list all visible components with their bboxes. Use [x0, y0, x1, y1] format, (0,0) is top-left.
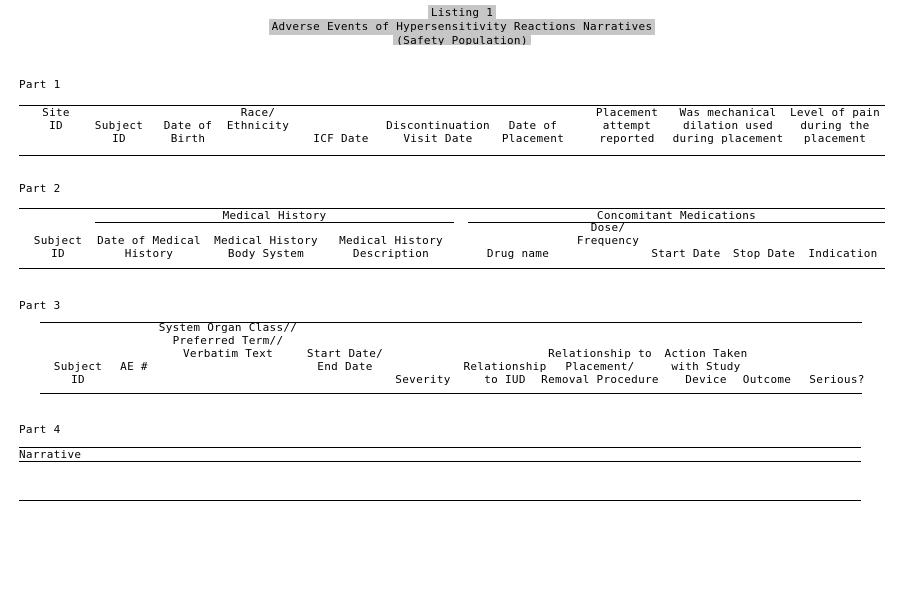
- part-2-col-indication: Indication: [808, 247, 878, 260]
- title-line-2-text: Adverse Events of Hypersensitivity Reactions Narratives: [269, 19, 656, 35]
- part-1-col-level-of-pain: Level of pain during the placement: [790, 106, 880, 145]
- part-2-col-medical-history-body-system: Medical History Body System: [214, 234, 318, 260]
- part-3-col-action-taken-with-device: Action Taken with Study Device: [664, 347, 748, 386]
- part-4-label: Part 4: [19, 423, 61, 436]
- part-3-col-ae-number: AE #: [120, 360, 148, 373]
- part-2-group-concomitant-medications: Concomitant Medications: [596, 209, 757, 222]
- part-1-col-race-ethnicity: Race/ Ethnicity: [226, 106, 290, 132]
- part-1-bottom-rule: [19, 155, 885, 156]
- title-line-3-text: (Safety Population): [393, 34, 531, 45]
- part-2-col-drug-name: Drug name: [486, 247, 550, 260]
- part-2-group-medical-history-rule: [95, 222, 454, 223]
- part-4-top-rule: [19, 447, 861, 448]
- part-2-label: Part 2: [19, 182, 61, 195]
- part-2-col-date-of-medical-history: Date of Medical History: [97, 234, 201, 260]
- document-title-block: [0, 6, 924, 45]
- part-3-label: Part 3: [19, 299, 61, 312]
- part-1-label: Part 1: [19, 78, 61, 91]
- part-1-col-icf-date: ICF Date: [313, 132, 369, 145]
- part-3-col-outcome: Outcome: [742, 373, 792, 386]
- title-line-3: [0, 34, 924, 45]
- part-1-col-subject-id: Subject ID: [94, 119, 144, 145]
- part-1-col-date-of-birth: Date of Birth: [163, 119, 213, 145]
- part-3-col-soc-pt-verbatim: System Organ Class// Preferred Term// Verbatim Text: [158, 321, 298, 360]
- part-1-col-discontinuation-visit-date: Discontinuation Visit Date: [386, 119, 490, 145]
- part-3-col-relationship-to-placement: Relationship to Placement/ Removal Procedure: [541, 347, 659, 386]
- part-2-group-medical-history: Medical History: [222, 209, 327, 222]
- part-1-col-date-of-placement: Date of Placement: [501, 119, 565, 145]
- part-3-bottom-rule: [40, 393, 862, 394]
- part-2-col-dose-frequency: Dose/ Frequency: [576, 221, 640, 247]
- part-3-col-relationship-to-iud: Relationship to IUD: [463, 360, 547, 386]
- part-4-col-narrative: Narrative: [19, 448, 82, 461]
- part-1-col-mechanical-dilation: Was mechanical dilation used during placement: [672, 106, 784, 145]
- part-3-col-start-end-date: Start Date/ End Date: [306, 347, 384, 373]
- part-2-bottom-rule: [19, 268, 885, 269]
- part-2-col-start-date: Start Date: [651, 247, 721, 260]
- part-3-col-subject-id: Subject ID: [53, 360, 103, 386]
- part-4-narrative-rule: [19, 461, 861, 462]
- title-line-1-text: Listing 1: [428, 5, 496, 21]
- title-line-2: [0, 20, 924, 34]
- part-4-bottom-rule: [19, 500, 861, 501]
- title-line-1: [0, 6, 924, 20]
- part-3-col-serious: Serious?: [809, 373, 865, 386]
- part-3-col-severity: Severity: [395, 373, 451, 386]
- part-2-col-medical-history-description: Medical History Description: [339, 234, 443, 260]
- part-1-col-site-id: Site ID: [42, 106, 70, 130]
- part-1-col-placement-attempt-reported: Placement attempt reported: [595, 106, 659, 145]
- part-2-col-subject-id: Subject ID: [33, 234, 83, 260]
- part-2-group-concomitant-medications-rule: [468, 222, 885, 223]
- part-2-col-stop-date: Stop Date: [732, 247, 796, 260]
